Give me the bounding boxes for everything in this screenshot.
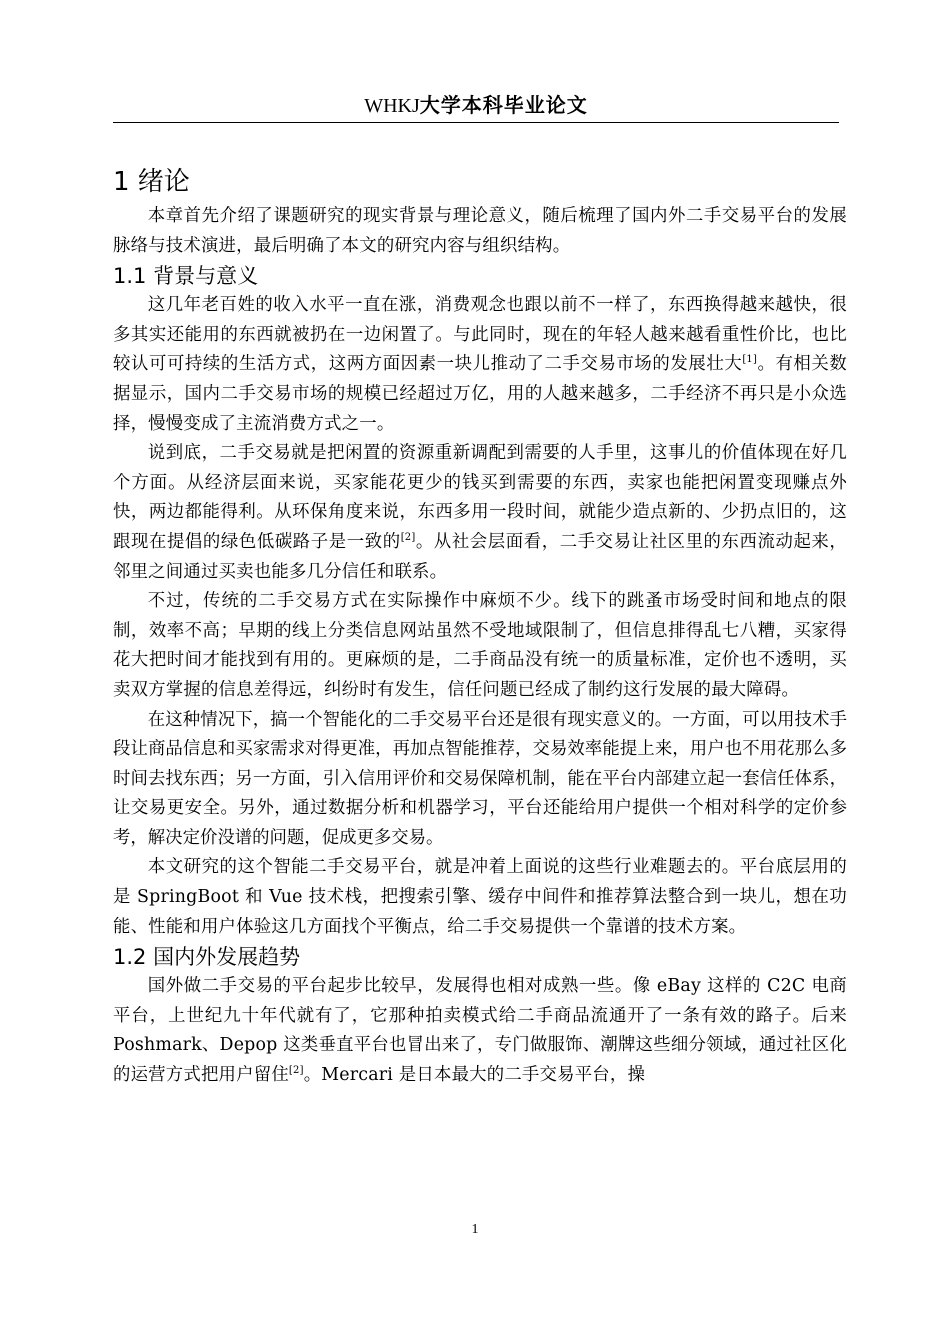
paragraph: 国外做二手交易的平台起步比较早，发展得也相对成熟一些。像 eBay 这样的 C2C 电商平台，上世纪九十年代就有了，它那种拍卖模式给二手商品流通开了一条有效的路子。后来 Poshmark、Depop 这类垂直平台也冒出来了，专门做服饰、潮牌这些细分领域，通过社区化的运营方式把用户留住[2]。Mercari 是日本最大的二手交易平台，操	[113, 976, 847, 1086]
chapter-intro: 本章首先介绍了课题研究的现实背景与理论意义，随后梳理了国内外二手交易平台的发展脉络与技术演进，最后明确了本文的研究内容与组织结构。	[113, 206, 847, 256]
section-heading-1-2: 1.2 国内外发展趋势	[113, 945, 301, 970]
citation-ref: [2]	[400, 531, 416, 543]
paragraph: 本文研究的这个智能二手交易平台，就是冲着上面说的这些行业难题去的。平台底层用的是 SpringBoot 和 Vue 技术栈，把搜索引擎、缓存中间件和推荐算法整合到一块儿，想在功能、性能和用户体验这几方面找个平衡点，给二手交易提供一个靠谱的技术方案。	[113, 857, 847, 937]
chapter-heading: 1 绪论	[113, 167, 190, 197]
page-header	[113, 88, 839, 123]
header-title-cjk: 大学本科毕业论文	[419, 93, 588, 117]
header-title-latin: WHKJ	[364, 95, 420, 117]
paragraph: 这几年老百姓的收入水平一直在涨，消费观念也跟以前不一样了，东西换得越来越快，很多其实还能用的东西就被扔在一边闲置了。与此同时，现在的年轻人越来越看重性价比，也比较认可可持续的生活方式，这两方面因素一块儿推动了二手交易市场的发展壮大[1]。有相关数据显示，国内二手交易市场的规模已经超过万亿，用的人越来越多，二手经济不再只是小众选择，慢慢变成了主流消费方式之一。	[113, 295, 847, 434]
paragraph: 不过，传统的二手交易方式在实际操作中麻烦不少。线下的跳蚤市场受时间和地点的限制，效率不高；早期的线上分类信息网站虽然不受地域限制了，但信息排得乱七八糟，买家得花大把时间才能找到有用的。更麻烦的是，二手商品没有统一的质量标准，定价也不透明，买卖双方掌握的信息差得远，纠纷时有发生，信任问题已经成了制约这行发展的最大障碍。	[113, 591, 847, 700]
citation-ref: [1]	[742, 354, 758, 366]
section-heading-1-1: 1.1 背景与意义	[113, 264, 259, 289]
paragraph: 在这种情况下，搞一个智能化的二手交易平台还是很有现实意义的。一方面，可以用技术手段让商品信息和买家需求对得更准，再加点智能推荐，交易效率能提上来，用户也不用花那么多时间去找东西；另一方面，引入信用评价和交易保障机制，能在平台内部建立起一套信任体系，让交易更安全。另外，通过数据分析和机器学习，平台还能给用户提供一个相对科学的定价参考，解决定价没谱的问题，促成更多交易。	[113, 709, 847, 848]
page-number: 1	[471, 1222, 479, 1237]
page-body	[113, 162, 847, 1091]
citation-ref: [2]	[288, 1065, 304, 1077]
paragraph: 说到底，二手交易就是把闲置的资源重新调配到需要的人手里，这事儿的价值体现在好几个方面。从经济层面来说，买家能花更少的钱买到需要的东西，卖家也能把闲置变现赚点外快，两边都能得利。从环保角度来说，东西多用一段时间，就能少造点新的、少扔点旧的，这跟现在提倡的绿色低碳路子是一致的[2]。从社会层面看，二手交易让社区里的东西流动起来，邻里之间通过买卖也能多几分信任和联系。	[113, 443, 848, 582]
